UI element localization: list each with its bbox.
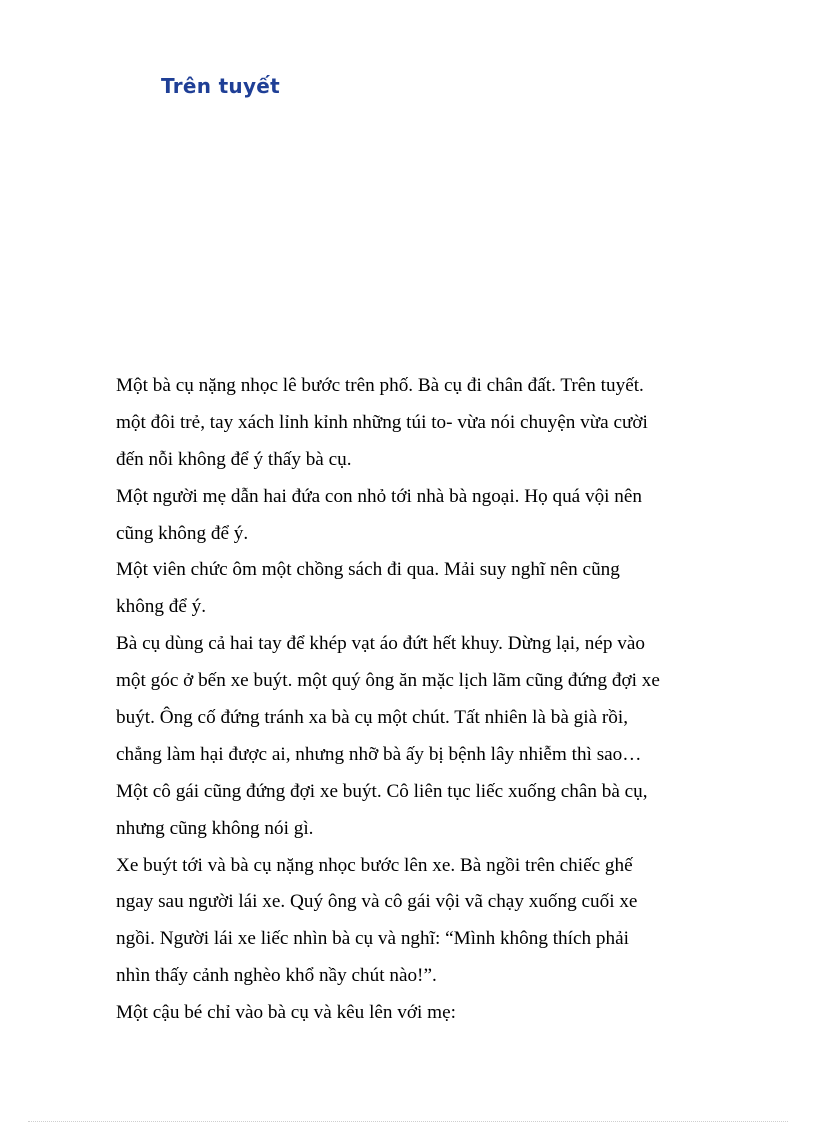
text-line: một đôi trẻ, tay xách lỉnh kỉnh những túi to- vừa nói chuyện vừa cười: [116, 411, 648, 433]
footer-dotted-rule: [28, 1121, 788, 1122]
text-line: Một người mẹ dẫn hai đứa con nhỏ tới nhà bà ngoại. Họ quá vội nên: [116, 485, 643, 507]
text-line: nhưng cũng không nói gì.: [116, 817, 314, 839]
text-line: Một cậu bé chỉ vào bà cụ và kêu lên với mẹ:: [116, 1002, 456, 1024]
text-line: cũng không để ý.: [116, 522, 249, 544]
text-line: không để ý.: [116, 596, 207, 618]
text-line: Một viên chức ôm một chồng sách đi qua. Mải suy nghĩ nên cũng: [116, 559, 620, 581]
text-line: Một bà cụ nặng nhọc lê bước trên phố. Bà cụ đi chân đất. Trên tuyết.: [116, 375, 644, 396]
text-line: nhìn thấy cảnh nghèo khổ nầy chút nào!”.: [116, 965, 437, 987]
text-line: ngồi. Người lái xe liếc nhìn bà cụ và nghĩ: “Mình không thích phải: [116, 928, 629, 950]
text-line: Bà cụ dùng cả hai tay để khép vạt áo đứt hết khuy. Dừng lại, nép vào: [116, 633, 645, 655]
text-line: đến nỗi không để ý thấy bà cụ.: [116, 448, 352, 470]
text-line: ngay sau người lái xe. Quý ông và cô gái vội vã chạy xuống cuối xe: [116, 891, 638, 913]
document-title: Trên tuyết: [161, 74, 281, 98]
text-line: buýt. Ông cố đứng tránh xa bà cụ một chút. Tất nhiên là bà già rồi,: [116, 707, 628, 729]
document-body: [116, 368, 756, 1032]
text-line: Một cô gái cũng đứng đợi xe buýt. Cô liên tục liếc xuống chân bà cụ,: [116, 780, 648, 802]
text-line: chẳng làm hại được ai, nhưng nhỡ bà ấy bị bệnh lây nhiễm thì sao…: [116, 743, 642, 765]
text-line: một góc ở bến xe buýt. một quý ông ăn mặc lịch lãm cũng đứng đợi xe: [116, 670, 660, 692]
text-line: Xe buýt tới và bà cụ nặng nhọc bước lên xe. Bà ngồi trên chiếc ghế: [116, 854, 633, 876]
